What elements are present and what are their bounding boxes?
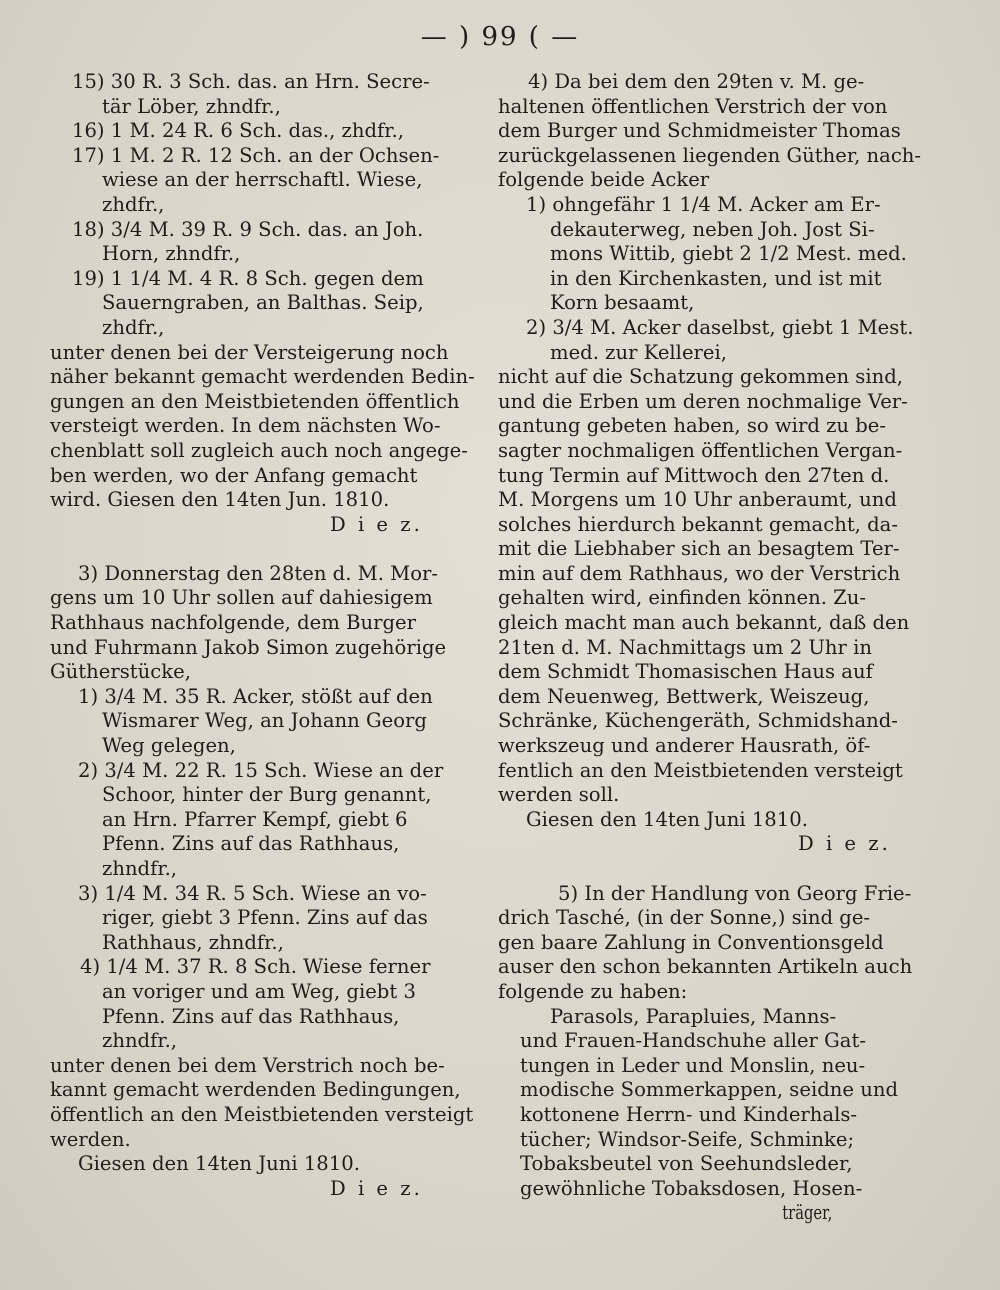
page-number-header: — ) 99 ( —: [420, 22, 580, 52]
text-line: mit die Liebhaber sich an besagtem Ter-: [498, 537, 900, 561]
text-line: min auf dem Rathhaus, wo der Verstrich: [498, 561, 901, 585]
text-line: näher bekannt gemacht werdenden Bedin-: [50, 365, 475, 389]
right-column: [498, 70, 926, 1226]
signature-diez: D i e z.: [330, 1176, 423, 1200]
text-line: gungen an den Meistbietenden öffentlich: [50, 389, 460, 413]
text-line: wiese an der herrschaftl. Wiese,: [102, 168, 423, 192]
text-line: auser den schon bekannten Artikeln auch: [498, 955, 913, 979]
text-line: Weg gelegen,: [102, 734, 236, 758]
text-line: an Hrn. Pfarrer Kempf, giebt 6: [102, 807, 408, 831]
text-line: 1) ohngefähr 1 1/4 M. Acker am Er-: [526, 192, 881, 216]
signature-diez: D i e z.: [798, 832, 891, 856]
text-line: tung Termin auf Mittwoch den 27ten d.: [498, 463, 890, 487]
text-line: Horn, zhndfr.,: [102, 242, 241, 266]
text-line: dem Neuenweg, Bettwerk, Weiszeug,: [498, 684, 870, 708]
text-line: 15) 30 R. 3 Sch. das. an Hrn. Secre-: [72, 70, 430, 93]
text-line: kannt gemacht werdenden Bedingungen,: [50, 1078, 461, 1102]
text-line: gewöhnliche Tobaksdosen, Hosen-: [520, 1176, 863, 1200]
text-line: dekauterweg, neben Joh. Jost Si-: [550, 217, 875, 241]
text-line: M. Morgens um 10 Uhr anberaumt, und: [498, 488, 897, 512]
text-line: nicht auf die Schatzung gekommen sind,: [498, 365, 904, 389]
text-line: Pfenn. Zins auf das Rathhaus,: [102, 1004, 400, 1028]
text-line: 17) 1 M. 2 R. 12 Sch. an der Ochsen-: [72, 143, 440, 167]
text-line: unter denen bei dem Verstrich noch be-: [50, 1053, 445, 1077]
text-line: zhndfr.,: [102, 857, 178, 880]
text-line: drich Tasché, (in der Sonne,) sind ge-: [498, 906, 871, 930]
text-line: zhndfr.,: [102, 1029, 178, 1053]
text-line: werkszeug und anderer Hausrath, öf-: [498, 734, 871, 758]
text-line: chenblatt soll zugleich auch noch angege-: [50, 438, 468, 462]
text-line: gantung gebeten haben, so wird zu be-: [498, 414, 887, 438]
text-line: 3) 1/4 M. 34 R. 5 Sch. Wiese an vo-: [78, 881, 427, 905]
text-line: Parasols, Parapluies, Manns-: [550, 1004, 837, 1028]
text-line: und Fuhrmann Jakob Simon zugehörige: [50, 635, 447, 659]
text-line: und die Erben um deren nochmalige Ver-: [498, 389, 908, 413]
text-line: Tobaksbeutel von Seehundsleder,: [520, 1152, 853, 1176]
text-line: 21ten d. M. Nachmittags um 2 Uhr in: [498, 635, 873, 659]
text-line: Giesen den 14ten Juni 1810.: [526, 807, 808, 831]
text-line: Korn besaamt,: [550, 291, 695, 315]
text-line: versteigt werden. In dem nächsten Wo-: [50, 414, 441, 438]
text-line: 19) 1 1/4 M. 4 R. 8 Sch. gegen dem: [72, 266, 424, 290]
text-line: werden soll.: [498, 783, 620, 807]
text-line: dem Schmidt Thomasischen Haus auf: [498, 660, 873, 684]
text-line: an voriger und am Weg, giebt 3: [102, 979, 416, 1003]
text-line: in den Kirchenkasten, und ist mit: [550, 266, 882, 290]
text-line: träger,: [782, 1201, 833, 1225]
text-line: kottonene Herrn- und Kinderhals-: [520, 1102, 858, 1126]
text-line: Pfenn. Zins auf das Rathhaus,: [102, 832, 400, 856]
text-line: werden.: [50, 1127, 131, 1151]
text-line: 2) 3/4 M. 22 R. 15 Sch. Wiese an der: [78, 758, 444, 782]
text-line: 3) Donnerstag den 28ten d. M. Mor-: [78, 561, 439, 585]
text-line: 1) 3/4 M. 35 R. Acker, stößt auf den: [78, 684, 433, 708]
text-line: gehalten wird, einfinden können. Zu-: [498, 586, 867, 610]
text-line: zurückgelassenen liegenden Güther, nach-: [498, 143, 922, 167]
text-line: fentlich an den Meistbietenden versteigt: [498, 758, 903, 782]
text-line: zhdfr.,: [102, 192, 165, 216]
text-line: 16) 1 M. 24 R. 6 Sch. das., zhdfr.,: [72, 119, 404, 143]
text-line: gen baare Zahlung in Conventionsgeld: [498, 930, 884, 954]
signature-diez: D i e z.: [330, 512, 423, 536]
text-line: tungen in Leder und Monslin, neu-: [520, 1053, 866, 1077]
text-line: 4) 1/4 M. 37 R. 8 Sch. Wiese ferner: [80, 955, 431, 979]
text-line: Rathhaus, zhndfr.,: [102, 930, 284, 954]
left-column: [50, 70, 475, 1201]
text-line: riger, giebt 3 Pfenn. Zins auf das: [102, 906, 428, 930]
text-line: Wismarer Weg, an Johann Georg: [102, 709, 427, 733]
text-line: mons Wittib, giebt 2 1/2 Mest. med.: [550, 242, 907, 266]
text-line: gens um 10 Uhr sollen auf dahiesigem: [50, 586, 433, 610]
text-line: Schoor, hinter der Burg genannt,: [102, 783, 432, 807]
text-line: und Frauen-Handschuhe aller Gat-: [520, 1029, 866, 1053]
text-line: 2) 3/4 M. Acker daselbst, giebt 1 Mest.: [526, 315, 914, 339]
text-line: öffentlich an den Meistbietenden versteigt: [50, 1102, 474, 1126]
text-line: ben werden, wo der Anfang gemacht: [50, 463, 418, 487]
text-line: 5) In der Handlung von Georg Frie-: [558, 881, 912, 905]
text-line: Giesen den 14ten Juni 1810.: [78, 1152, 360, 1176]
text-line: gleich macht man auch bekannt, daß den: [498, 611, 910, 635]
text-line: 4) Da bei dem den 29ten v. M. ge-: [528, 70, 865, 93]
text-line: unter denen bei der Versteigerung noch: [50, 340, 449, 364]
text-line: sagter nochmaligen öffentlichen Vergan-: [498, 438, 903, 462]
text-line: Rathhaus nachfolgende, dem Burger: [50, 611, 416, 635]
text-line: med. zur Kellerei,: [550, 340, 728, 364]
text-line: Sauerngraben, an Balthas. Seip,: [102, 291, 424, 315]
text-line: Schränke, Küchengeräth, Schmidshand-: [498, 709, 898, 733]
text-line: haltenen öffentlichen Verstrich der von: [498, 94, 888, 118]
section-spacer: [50, 537, 475, 562]
section-spacer: [498, 857, 926, 882]
text-line: modische Sommerkappen, seidne und: [520, 1078, 898, 1102]
text-line: 18) 3/4 M. 39 R. 9 Sch. das. an Joh.: [72, 217, 424, 241]
text-line: tücher; Windsor-Seife, Schminke;: [520, 1127, 855, 1151]
text-line: tär Löber, zhndfr.,: [102, 94, 281, 118]
text-line: Gütherstücke,: [50, 660, 191, 684]
text-line: zhdfr.,: [102, 315, 165, 339]
text-line: dem Burger und Schmidmeister Thomas: [498, 119, 901, 143]
text-line: wird. Giesen den 14ten Jun. 1810.: [50, 488, 390, 512]
text-line: solches hierdurch bekannt gemacht, da-: [498, 512, 898, 536]
text-line: folgende beide Acker: [498, 168, 710, 192]
text-line: folgende zu haben:: [498, 979, 688, 1003]
